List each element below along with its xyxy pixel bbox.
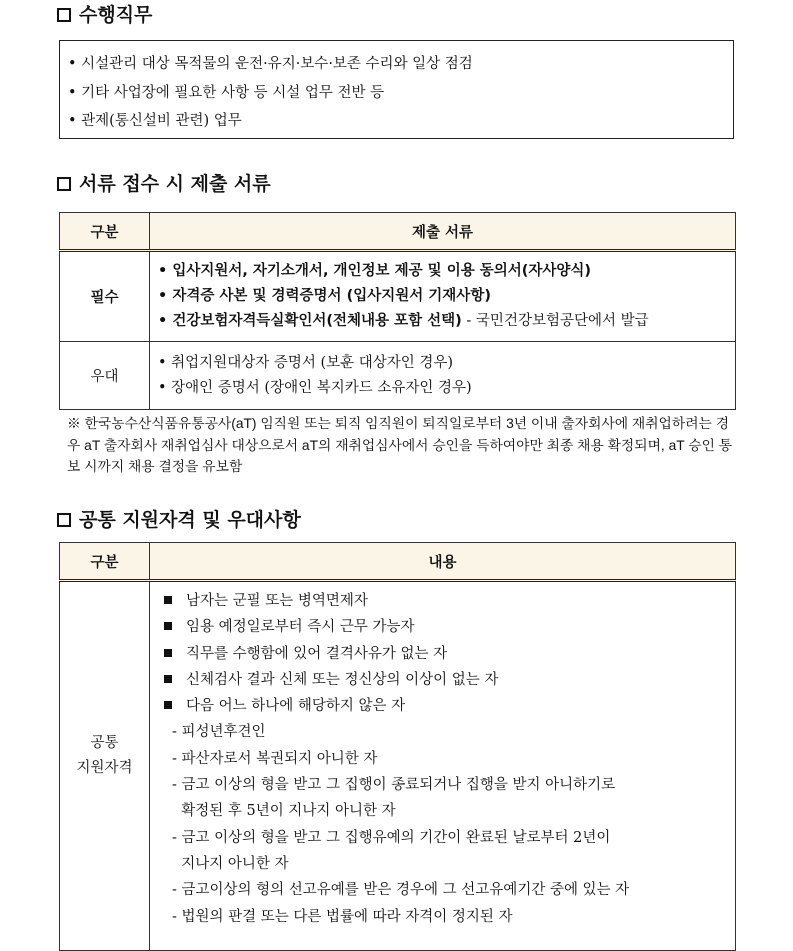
disqualification-item: 확정된 후 5년이 지나지 아니한 자 [172, 803, 396, 820]
required-doc-item: • 자격증 사본 및 경력증명서 (입사지원서 기재사항) [158, 288, 491, 304]
qualification-bullet [150, 614, 735, 640]
qualification-text: 직무를 수행함에 있어 결격사유가 없는 자 [186, 645, 448, 662]
square-bullet-icon [164, 675, 172, 683]
qualification-text: 다음 어느 하나에 해당하지 않은 자 [186, 698, 406, 715]
row-label-line: 공통 [90, 735, 119, 751]
square-bullet-icon [164, 649, 172, 657]
table-row-common-qualifications [60, 581, 736, 951]
preferred-doc-item: • 취업지원대상자 증명서 (보훈 대상자인 경우) [158, 354, 454, 371]
square-bullet-icon [164, 622, 172, 630]
header-category: 구분 [60, 543, 150, 581]
square-bullet-icon [164, 701, 172, 709]
preferred-doc-item: • 장애인 증명서 (장애인 복지카드 소유자인 경우) [158, 379, 472, 396]
checkbox-square-icon [57, 513, 71, 527]
qualification-bullet [150, 667, 735, 693]
documents-table [59, 212, 736, 410]
qualification-bullet [150, 641, 735, 667]
table-row-required [60, 251, 736, 342]
square-bullet-icon [164, 596, 172, 604]
qualification-text: 남자는 군필 또는 병역면제자 [186, 593, 368, 609]
checkbox-square-icon [57, 177, 71, 191]
duty-item: • 관제(통신설비 관련) 업무 [68, 113, 242, 129]
qualification-text: 임용 예정일로부터 즉시 근무 가능자 [186, 619, 415, 636]
table-header-row [60, 543, 736, 581]
required-doc-item-suffix: - 국민건강보험공단에서 발급 [461, 313, 649, 329]
required-doc-item-text: • 건강보험자격득실확인서(전체내용 포함 선택) [158, 313, 462, 329]
table-header-row [60, 213, 736, 251]
qualification-text: 신체검사 결과 신체 또는 정신상의 이상이 없는 자 [186, 671, 499, 688]
reemployment-note: ※ 한국농수산식품유통공사(aT) 임직원 또는 퇴직 임직원이 퇴직일로부터 3년 이내 출자회사에 재취업하려는 경우 aT 출자회사 재취업심사 대상으로서 aT의 재취업심사에서 승인을 득하여야만 최종 채용 확정되며, aT 승인 통보 시까지 채용 결정을 유보함 [67, 416, 733, 474]
row-label-line: 지원자격 [76, 760, 133, 776]
section-title: 공통 지원자격 및 우대사항 [79, 509, 301, 531]
disqualification-item: - 파산자로서 복권되지 아니한 자 [172, 750, 378, 767]
header-documents: 제출 서류 [150, 213, 736, 251]
disqualification-item: - 금고 이상의 형을 받고 그 집행유예의 기간이 완료된 날로부터 2년이 [172, 829, 611, 846]
section-title: 수행직무 [79, 4, 153, 26]
row-label-required: 필수 [60, 251, 150, 342]
section-heading-duties [57, 3, 152, 27]
disqualification-item: - 금고 이상의 형을 받고 그 집행이 종료되거나 집행을 받지 아니하기로 [172, 777, 616, 794]
duty-item: • 시설관리 대상 목적물의 운전·유지·보수·보존 수리와 일상 점검 [68, 56, 473, 72]
preferred-docs-cell [150, 342, 736, 410]
duty-item: • 기타 사업장에 필요한 사항 등 시설 업무 전반 등 [68, 84, 385, 101]
row-label-preferred: 우대 [60, 342, 150, 410]
disqualification-item: - 금고이상의 형의 선고유예를 받은 경우에 그 선고유예기간 중에 있는 자 [172, 882, 630, 899]
required-docs-cell [150, 251, 736, 342]
qualifications-table [59, 542, 736, 951]
disqualification-item: - 피성년후견인 [172, 724, 266, 741]
qualification-bullet [150, 693, 735, 719]
row-label-common-qualifications [60, 581, 150, 951]
qualification-bullet [150, 588, 735, 614]
section-heading-qualifications [57, 508, 301, 532]
required-doc-item: • 입사지원서, 자기소개서, 개인정보 제공 및 이용 동의서(자사양식) [158, 263, 592, 279]
table-row-preferred [60, 342, 736, 410]
header-content: 내용 [150, 543, 736, 581]
required-doc-item [158, 309, 735, 334]
disqualification-item: - 법원의 판결 또는 다른 법률에 따라 자격이 정지된 자 [172, 908, 513, 925]
checkbox-square-icon [57, 8, 71, 22]
header-category: 구분 [60, 213, 150, 251]
duties-box [59, 40, 734, 139]
qualifications-content-cell [150, 581, 736, 951]
section-title: 서류 접수 시 제출 서류 [79, 173, 271, 195]
section-heading-documents [57, 172, 271, 196]
disqualification-item: 지나지 아니한 자 [172, 855, 289, 872]
